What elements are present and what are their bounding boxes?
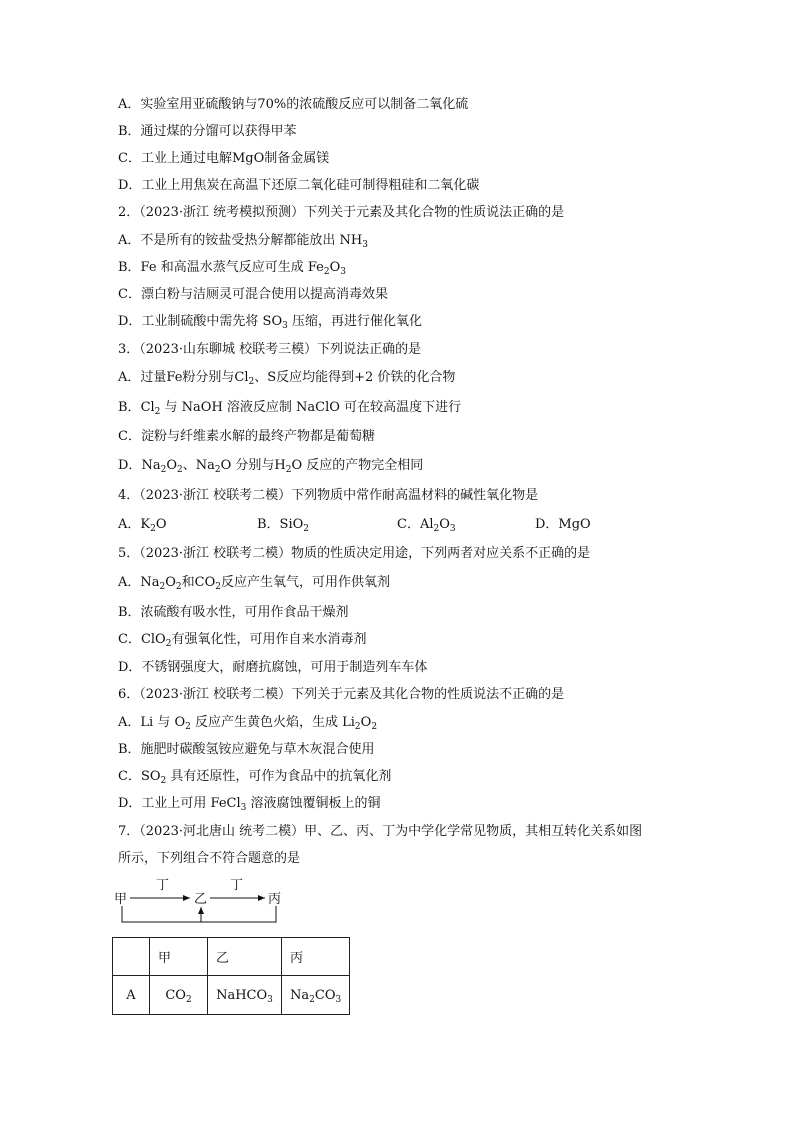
table-cell: NaHCO$_3$ (208, 976, 282, 1015)
q2-option-d: D．工业制硫酸中需先将 $SO_3$ 压缩，再进行催化氧化 (118, 314, 422, 331)
bracket-line (122, 906, 276, 922)
q4-stem: 4．（2023·浙江 校联考二模）下列物质中常作耐高温材料的碱性氧化物是 (118, 488, 539, 503)
q6-option-c: C．$SO_2$ 具有还原性，可作为食品中的抗氧化剂 (118, 769, 392, 786)
table-cell: A (113, 976, 150, 1015)
q2-option-c: C．漂白粉与洁厕灵可混合使用以提高消毒效果 (118, 287, 388, 302)
q5-option-b: B．浓硫酸有吸水性，可用作食品干燥剂 (118, 605, 349, 620)
table-cell: $Na_2CO_3$ (282, 976, 350, 1015)
q1-option-c: C．工业上通过电解MgO制备金属镁 (118, 151, 330, 166)
q7-stem-cont: 所示，下列组合不符合题意的是 (118, 851, 301, 866)
q5-stem: 5．（2023·浙江 校联考二模）物质的性质决定用途，下列两者对应关系不正确的是 (118, 546, 591, 561)
table-row (113, 976, 350, 1015)
q1-option-d: D．工业上用焦炭在高温下还原二氧化硅可制得粗硅和二氧化碳 (118, 178, 480, 193)
label-ding-2: 丁 (230, 878, 244, 893)
q4-option-b: B．SiO$_2$ (257, 517, 310, 534)
q6-stem: 6．（2023·浙江 校联考二模）下列关于元素及其化合物的性质说法不正确的是 (118, 687, 565, 702)
q2-stem: 2．（2023·浙江 统考模拟预测）下列关于元素及其化合物的性质说法正确的是 (118, 205, 565, 220)
q5-option-c: C．ClO$_2$有强氧化性，可用作自来水消毒剂 (118, 632, 367, 649)
table-cell: $CO_2$ (150, 976, 208, 1015)
table-header-cell (113, 938, 150, 976)
table-header-row (113, 938, 350, 976)
q2-option-a: A．不是所有的铵盐受热分解都能放出 $NH_3$ (118, 233, 368, 250)
q4-options (118, 516, 618, 534)
q1-option-a: A．实验室用亚硫酸钠与70%的浓硫酸反应可以制备二氧化硫 (118, 97, 469, 112)
table-header-cell: 甲 (150, 938, 208, 976)
q5-option-d: D．不锈钢强度大，耐磨抗腐蚀，可用于制造列车车体 (118, 660, 428, 675)
node-bing: 丙 (268, 892, 282, 907)
q6-option-a: A．Li 与 $O_2$ 反应产生黄色火焰，生成 $Li_2O_2$ (118, 715, 378, 732)
node-jia: 甲 (114, 892, 128, 907)
q6-option-d: D．工业上可用 FeCl$_3$ 溶液腐蚀覆铜板上的铜 (118, 796, 381, 813)
q4-option-d: D．MgO (535, 517, 591, 532)
q3-option-c: C．淀粉与纤维素水解的最终产物都是葡萄糖 (118, 429, 375, 444)
node-yi: 乙 (194, 892, 208, 907)
q3-option-a: A．过量Fe粉分别与$Cl_2$、S反应均能得到+2 价铁的化合物 (118, 370, 456, 387)
q6-option-b: B．施肥时碳酸氢铵应避免与草木灰混合使用 (118, 742, 375, 757)
q3-option-b: B．$Cl_2$ 与 NaOH 溶液反应制 NaClO 可在较高温度下进行 (118, 400, 462, 417)
conversion-diagram (112, 876, 312, 928)
table-header-cell: 乙 (208, 938, 282, 976)
q1-option-b: B．通过煤的分馏可以获得甲苯 (118, 124, 297, 139)
q7-stem: 7．（2023·河北唐山 统考二模）甲、乙、丙、丁为中学化学常见物质，其相互转化关系如图 (118, 824, 643, 839)
label-ding-1: 丁 (156, 878, 170, 893)
table-header-cell: 丙 (282, 938, 350, 976)
q3-stem: 3．（2023·山东聊城 校联考三模）下列说法正确的是 (118, 342, 422, 357)
q3-option-d: D．$Na_2O_2$、$Na_2O$ 分别与$H_2O$ 反应的产物完全相同 (118, 458, 424, 475)
answer-table (112, 937, 350, 1015)
q4-option-c: C．$Al_2O_3$ (397, 517, 456, 534)
q2-option-b: B．Fe 和高温水蒸气反应可生成 $Fe_2O_3$ (118, 260, 346, 277)
q5-option-a: A．$Na_2O_2$和$CO_2$反应产生氧气，可用作供氧剂 (118, 575, 391, 592)
q4-option-a: A．$K_2O$ (118, 517, 167, 534)
